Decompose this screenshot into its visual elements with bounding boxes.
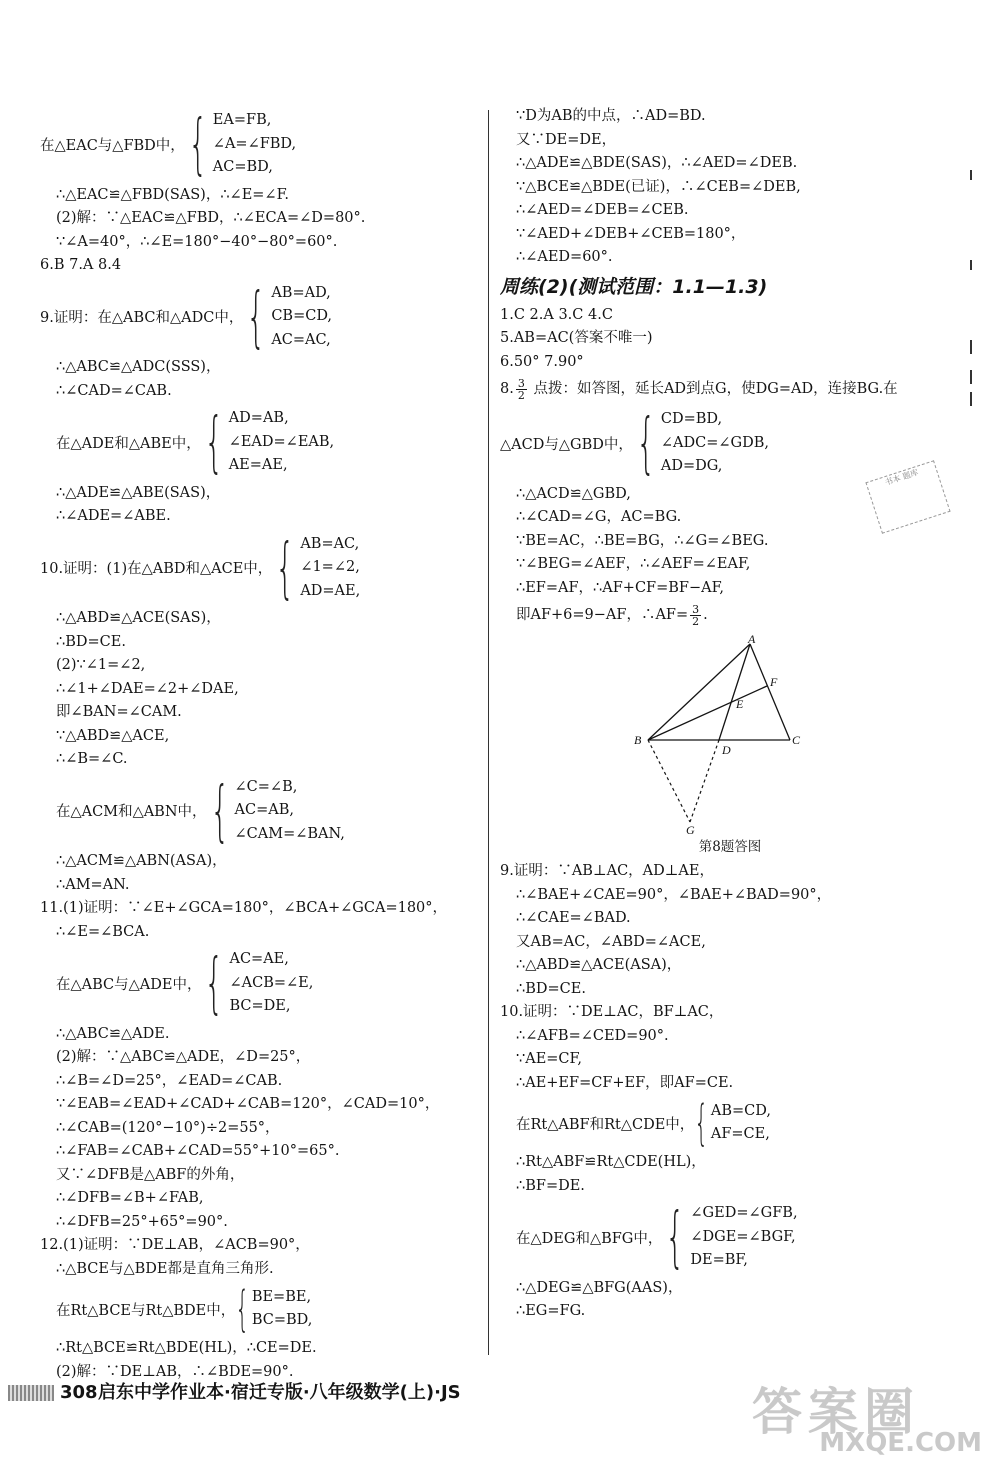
text-line: ∵△ABD≌△ACE, xyxy=(56,727,170,744)
system-item: AC=AC, xyxy=(271,331,331,348)
segment-bf xyxy=(648,686,767,740)
text-line: ∴BD=CE. xyxy=(56,633,126,650)
answer-line: 6.B 7.A 8.4 xyxy=(40,257,122,273)
brace-icon: { xyxy=(246,277,266,355)
system-item: ∠ACB=∠E, xyxy=(229,974,314,991)
left-column xyxy=(40,105,480,1384)
text-line: ∵D为AB的中点，∴AD=BD. xyxy=(516,108,706,124)
text-line: ∴AM=AN. xyxy=(56,876,130,893)
text-line: ∴△ABC≌△ADE. xyxy=(56,1025,170,1042)
condition-system xyxy=(40,528,480,606)
text-line: ∴∠DFB=∠B+∠FAB, xyxy=(56,1190,204,1206)
condition-system xyxy=(500,404,960,482)
text-line: (2)解：∵△EAC≌△FBD，∴∠ECA=∠D=80°. xyxy=(56,210,366,226)
system-item: DE=BF, xyxy=(690,1252,748,1268)
text-line: ∵∠A=40°，∴∠E=180°−40°−80°=60°. xyxy=(56,233,338,250)
text-line: 又AB=AC，∠ABD=∠ACE, xyxy=(516,933,706,950)
fraction xyxy=(516,378,527,401)
margin-mark xyxy=(970,260,972,270)
brace-icon: { xyxy=(204,403,224,481)
margin-mark xyxy=(970,340,972,354)
system-item: ∠CAM=∠BAN, xyxy=(234,825,345,842)
text-line: ∴∠1+∠DAE=∠2+∠DAE, xyxy=(56,680,239,697)
fraction-numerator: 3 xyxy=(517,376,525,390)
label-d: D xyxy=(722,743,731,757)
brace-icon: { xyxy=(665,1198,685,1276)
system-label: 在△ACM和△ABN中， xyxy=(56,804,207,821)
system-item: ∠DGE=∠BGF, xyxy=(690,1228,796,1245)
system-label: 9.证明：在△ABC和△ADC中， xyxy=(40,310,244,327)
column-divider xyxy=(488,110,489,1355)
segment-dg xyxy=(690,740,719,822)
condition-system xyxy=(500,1198,960,1276)
system-label: 在△ADE和△ABE中， xyxy=(56,435,201,452)
figure-caption: 第8题答图 xyxy=(698,839,762,855)
hint-text: 点拨：如答图，延长AD到点G，使DG=AD，连接BG.在 xyxy=(528,381,898,397)
text-line: (2)∵∠1=∠2, xyxy=(56,657,146,673)
brace-icon: { xyxy=(235,1281,250,1337)
system-label: 在△EAC与△FBD中， xyxy=(40,137,185,154)
system-item: AB=CD, xyxy=(710,1102,771,1119)
text-line xyxy=(500,600,960,630)
text-line: ∴∠CAE=∠BAD. xyxy=(516,910,631,926)
text-line: ∴△ADE≌△ABE(SAS)， xyxy=(56,484,221,501)
system-label: 在Rt△ABF和Rt△CDE中， xyxy=(516,1116,695,1133)
watermark-site: MXQE.COM xyxy=(819,1428,982,1458)
margin-mark xyxy=(970,170,972,180)
text-line: ∵∠EAB=∠EAD+∠CAD+∠CAB=120°，∠CAD=10°， xyxy=(56,1096,440,1112)
fraction-denominator: 2 xyxy=(517,388,525,402)
condition-system xyxy=(40,944,480,1022)
text-line: ∴△ACM≌△ABN(ASA)， xyxy=(56,853,227,869)
system-item: BE=BE, xyxy=(251,1288,312,1305)
condition-system xyxy=(500,1095,960,1151)
barcode-icon xyxy=(8,1385,54,1401)
text-line: 9.证明：∵AB⊥AC，AD⊥AE， xyxy=(500,863,714,879)
segment-bg xyxy=(648,740,690,822)
system-item: BC=BD, xyxy=(251,1312,313,1328)
system-item: ∠A=∠FBD, xyxy=(212,135,297,152)
label-b: B xyxy=(634,733,642,747)
text-line: ∵AE=CF, xyxy=(516,1051,582,1067)
period: . xyxy=(703,607,708,623)
segment-ac xyxy=(750,644,790,740)
text-line: ∴△BCE与△BDE都是直角三角形. xyxy=(56,1260,274,1277)
text-line: ∴Rt△BCE≌Rt△BDE(HL)，∴CE=DE. xyxy=(56,1340,317,1356)
system-item: AC=AB, xyxy=(234,802,294,818)
condition-system xyxy=(40,105,480,183)
system-item: AF=CE, xyxy=(710,1126,770,1142)
brace-icon: { xyxy=(275,528,295,606)
text-line: 又∵∠DFB是△ABF的外角， xyxy=(56,1166,245,1183)
text-line: ∴∠AFB=∠CED=90°. xyxy=(516,1027,669,1044)
text-line: ∴∠E=∠BCA. xyxy=(56,923,150,940)
system-item: AC=AE, xyxy=(229,951,289,967)
text-line: (2)解：∵△ABC≌△ADE，∠D=25°， xyxy=(56,1049,311,1065)
stamp-text: 书本 题库 xyxy=(883,467,920,488)
system-item: AB=AD, xyxy=(271,284,331,301)
margin-mark xyxy=(970,370,972,384)
text-line: ∴△ADE≌△BDE(SAS)，∴∠AED=∠DEB. xyxy=(516,155,798,171)
text-line: ∵△BCE≌△BDE(已证)，∴∠CEB=∠DEB, xyxy=(516,178,801,195)
text-line: ∴△DEG≌△BFG(AAS)， xyxy=(516,1279,683,1296)
system-label: 在Rt△BCE与Rt△BDE中， xyxy=(56,1302,236,1319)
text-line: ∵∠BEG=∠AEF，∴∠AEF=∠EAF, xyxy=(516,556,751,572)
watermark xyxy=(752,1372,988,1462)
system-item: CD=BD, xyxy=(660,411,723,427)
condition-system xyxy=(40,277,480,355)
system-item: CB=CD, xyxy=(271,308,333,324)
brace-icon: { xyxy=(694,1095,709,1151)
system-item: BC=DE, xyxy=(229,998,291,1014)
text-line: ∴∠ADE=∠ABE. xyxy=(56,508,171,524)
system-item: ∠C=∠B, xyxy=(234,778,298,795)
text-line: ∴△ABC≌△ADC(SSS)， xyxy=(56,359,221,375)
label-c: C xyxy=(792,733,801,747)
text-line: ∵BE=AC，∴BE=BG，∴∠G=∠BEG. xyxy=(516,532,769,549)
text-line: ∴∠FAB=∠CAB+∠CAD=55°+10°=65°. xyxy=(56,1143,340,1159)
text-line: (2)解：∵DE⊥AB，∴∠BDE=90°. xyxy=(56,1363,294,1380)
brace-icon: { xyxy=(205,944,224,1022)
text-line: 10.证明：∵DE⊥AC，BF⊥AC， xyxy=(500,1004,724,1020)
fraction-numerator: 3 xyxy=(692,602,700,616)
system-item: ∠1=∠2, xyxy=(300,559,360,575)
text-line: ∴∠CAB=(120°−10°)÷2=55°， xyxy=(56,1119,280,1136)
text-line xyxy=(500,374,960,404)
triangle-diagram xyxy=(628,634,828,834)
text-line: ∴∠B=∠C. xyxy=(56,751,128,767)
answer-line: 1.C 2.A 3.C 4.C xyxy=(500,306,613,323)
system-label: 在△DEG和△BFG中， xyxy=(516,1230,663,1247)
text-line: ∴EF=AF，∴AF+CF=BF−AF, xyxy=(516,579,725,596)
text-line: 又∵DE=DE， xyxy=(516,131,617,148)
system-item: EA=FB, xyxy=(212,112,272,128)
text-line: ∴△ACD≌△GBD, xyxy=(516,485,631,502)
system-label: △ACD与△GBD中， xyxy=(500,436,633,453)
text-line: ∴∠CAD=∠G，AC=BG. xyxy=(516,509,682,525)
system-label: 在△ABC与△ADE中， xyxy=(56,976,202,993)
label-e: E xyxy=(736,697,744,711)
margin-marks xyxy=(968,160,974,410)
fraction xyxy=(690,604,701,627)
text-line: ∴BD=CE. xyxy=(516,980,586,997)
right-column xyxy=(500,105,960,1324)
margin-mark xyxy=(970,392,972,406)
brace-icon: { xyxy=(636,404,656,482)
system-label: 10.证明：(1)在△ABD和△ACE中， xyxy=(40,561,273,578)
section-title: 周练(2)(测试范围：1.1—1.3) xyxy=(500,275,768,298)
geometry-figure xyxy=(628,634,828,834)
condition-system xyxy=(40,1281,480,1337)
text-line: 即∠BAN=∠CAM. xyxy=(56,704,182,720)
brace-icon: { xyxy=(210,771,229,849)
text-line: ∴∠AED=60°. xyxy=(516,249,613,265)
brace-icon: { xyxy=(188,105,208,183)
text-line: ∴BF=DE. xyxy=(516,1177,585,1194)
answer-line: 5.AB=AC(答案不唯一) xyxy=(500,330,653,346)
watermark-logo: 答案圈 xyxy=(752,1383,920,1441)
text-line: ∵∠AED+∠DEB+∠CEB=180°， xyxy=(516,225,746,242)
label-g: G xyxy=(686,823,695,834)
text-line: ∴EG=FG. xyxy=(516,1303,586,1319)
question-number: 8. xyxy=(500,381,514,397)
text-line: ∴△ABD≌△ACE(ASA)， xyxy=(516,957,682,973)
system-item: AD=AB, xyxy=(228,410,289,426)
label-a: A xyxy=(748,634,756,646)
fraction-denominator: 2 xyxy=(692,614,700,628)
text-line: ∴∠DFB=25°+65°=90°. xyxy=(56,1213,228,1230)
text-line: ∴△EAC≌△FBD(SAS)，∴∠E=∠F. xyxy=(56,186,289,203)
page-number: 308 xyxy=(60,1382,98,1403)
text-line: ∴AE+EF=CF+EF，即AF=CE. xyxy=(516,1074,734,1091)
text-line: ∴∠CAD=∠CAB. xyxy=(56,382,172,399)
text-line: 12.(1)证明：∵DE⊥AB，∠ACB=90°， xyxy=(40,1237,310,1253)
text-line: ∴△ABD≌△ACE(SAS)， xyxy=(56,610,221,626)
label-f: F xyxy=(770,675,778,689)
system-item: AE=AE, xyxy=(228,457,288,473)
system-item: ∠GED=∠GFB, xyxy=(690,1205,798,1221)
text-line: ∴Rt△ABF≌Rt△CDE(HL)， xyxy=(516,1154,706,1170)
condition-system xyxy=(40,403,480,481)
equation-text: 即AF+6=9−AF，∴AF= xyxy=(516,607,689,623)
answer-line: 6.50° 7.90° xyxy=(500,353,584,370)
condition-system xyxy=(40,771,480,849)
system-item: ∠ADC=∠GDB, xyxy=(660,434,769,451)
system-item: AD=DG, xyxy=(660,458,723,474)
text-line: 11.(1)证明：∵∠E+∠GCA=180°，∠BCA+∠GCA=180°， xyxy=(40,900,448,916)
system-item: AB=AC, xyxy=(300,535,360,552)
system-item: AD=AE, xyxy=(300,582,361,599)
text-line: ∴∠AED=∠DEB=∠CEB. xyxy=(516,202,689,218)
system-item: ∠EAD=∠EAB, xyxy=(228,433,335,450)
text-line: ∴∠BAE+∠CAE=90°，∠BAE+∠BAD=90°， xyxy=(516,886,832,903)
text-line: ∴∠B=∠D=25°，∠EAD=∠CAB. xyxy=(56,1072,283,1089)
book-title: 启东中学作业本·宿迁专版·八年级数学(上)·JS xyxy=(98,1382,461,1403)
system-item: AC=BD, xyxy=(212,159,273,175)
